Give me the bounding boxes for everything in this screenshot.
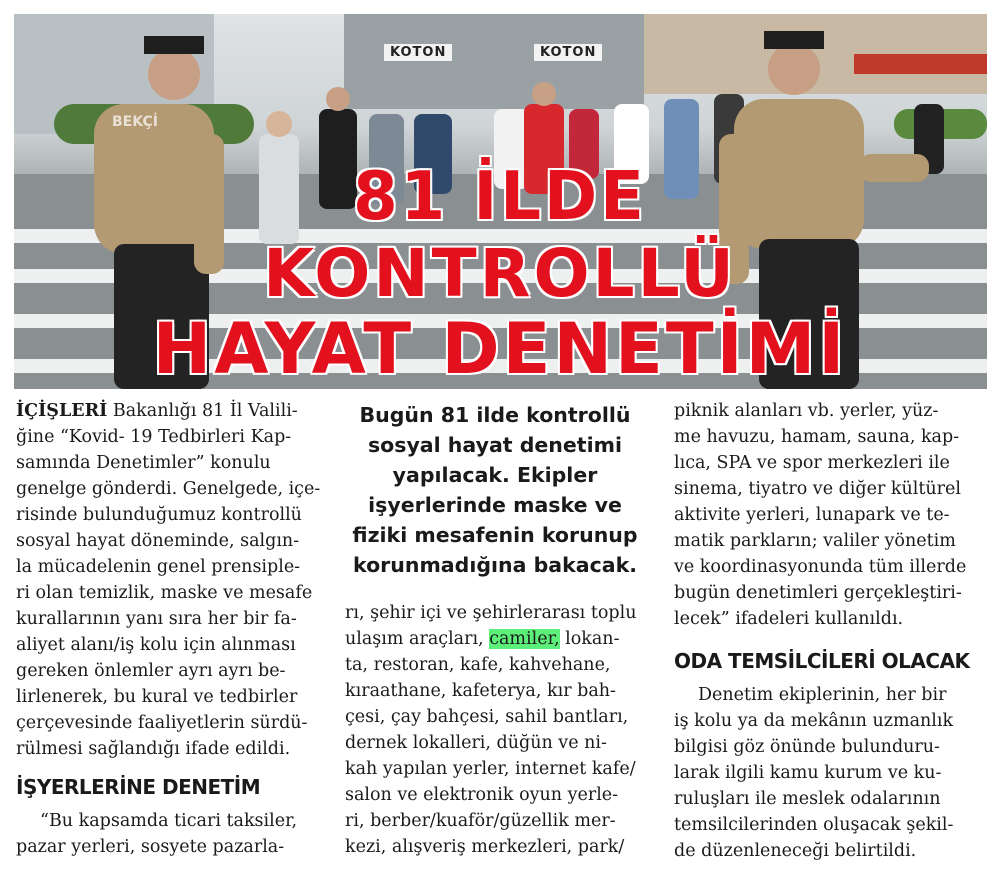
text-line: Bakanlığı 81 İl Valili-	[107, 401, 298, 421]
text-line: larak ilgili kamu kurum ve ku-	[674, 763, 942, 783]
text-line: salon ve elektronik oyun yerle-	[345, 785, 619, 805]
deck-line: fiziki mesafenin korunup	[352, 523, 638, 547]
text-line: bugün denetimleri gerçekleştiri-	[674, 583, 962, 603]
text-line: “Bu kapsamda ticari taksiler,	[40, 811, 298, 831]
paragraph-venues-cont	[674, 398, 984, 632]
text-line: genelge gönderdi. Genelgede, içe-	[16, 479, 321, 499]
text-line: kezi, alışveriş merkezleri, park/	[345, 837, 625, 857]
paragraph-quote	[16, 808, 306, 860]
subheading-chambers: ODA TEMSİLCİLERİ OLACAK	[674, 649, 970, 673]
text-line: ri olan temizlik, maske ve mesafe	[16, 583, 313, 603]
text-line: kıraathane, kafeterya, kır bah-	[345, 681, 616, 701]
text-line: ri, berber/kuaför/güzellik mer-	[345, 811, 616, 831]
text-line: ta, restoran, kafe, kahvehane,	[345, 655, 611, 675]
text-line: la mücadelenin genel prensiple-	[16, 557, 301, 577]
text-line: lirlenerek, bu kural ve tedbirler	[16, 687, 298, 707]
subheading-workplaces: İŞYERLERİNE DENETİM	[16, 775, 261, 799]
text-line: dernek lokalleri, düğün ve ni-	[345, 733, 607, 753]
text-line: de düzenleneceği belirtildi.	[674, 841, 917, 861]
text-line: kurallarının yanı sıra her bir fa-	[16, 609, 297, 629]
text-line: me havuzu, hamam, sauna, kap-	[674, 427, 960, 447]
headline-line-3: HAYAT DENETİMİ	[152, 308, 848, 390]
store-sign-2: KOTON	[534, 44, 602, 61]
text-line: pazar yerleri, sosyete pazarla-	[16, 837, 285, 857]
text-line: ve koordinasyonunda tüm illerde	[674, 557, 967, 577]
text-line: ulaşım araçları,	[345, 629, 490, 649]
text-line: sinema, tiyatro ve diğer kültürel	[674, 479, 961, 499]
paragraph-venues	[345, 600, 645, 860]
deck-line: korunmadığına bakacak.	[352, 553, 637, 577]
text-line: iş kolu ya da mekânın uzmanlık	[674, 711, 954, 731]
deck-line: işyerlerinde maske ve	[368, 493, 622, 517]
text-line: matik parkların; valiler yönetim	[674, 531, 956, 551]
text-line: sosyal hayat döneminde, salgın-	[16, 531, 300, 551]
text-line: gereken önlemler ayrı ayrı be-	[16, 661, 286, 681]
highlighted-word: camiler,	[489, 629, 560, 649]
text-line: ğine “Kovid- 19 Tedbirleri Kap-	[16, 427, 292, 447]
text-line: risinde bulunduğumuz kontrollü	[16, 505, 302, 525]
store-sign-1: KOTON	[384, 44, 452, 61]
headline-line-2: KONTROLLÜ	[263, 235, 737, 312]
text-line: rı, şehir içi ve şehirlerarası toplu	[345, 603, 637, 623]
text-line: aliyet alanı/iş kolu için alınması	[16, 635, 296, 655]
deck-line: sosyal hayat denetimi	[367, 433, 623, 457]
vest-text: BEKÇİ	[112, 114, 158, 130]
text-line: ruluşları ile meslek odalarının	[674, 789, 941, 809]
deck-line: yapılacak. Ekipler	[392, 463, 598, 487]
text-line: lıca, SPA ve spor merkezleri ile	[674, 453, 950, 473]
text-line: aktivite yerleri, lunapark ve te-	[674, 505, 950, 525]
lead-word: İÇİŞLERİ	[16, 401, 108, 421]
article-column-1	[16, 398, 321, 860]
text-line: Denetim ekiplerinin, her bir	[698, 685, 947, 705]
text-line: bilgisi göz önünde bulunduru-	[674, 737, 940, 757]
text-line: çesi, çay bahçesi, sahil bantları,	[345, 707, 629, 727]
text-line: lecek” ifadeleri kullanıldı.	[674, 609, 904, 629]
text-line: samında Denetimler” konulu	[16, 453, 271, 473]
article-column-2	[345, 400, 645, 860]
text-line: çerçevesinde faaliyetlerin sürdü-	[16, 713, 308, 733]
paragraph-intro	[16, 398, 321, 762]
text-line: rülmesi sağlandığı ifade edildi.	[16, 739, 291, 759]
deck-summary	[345, 400, 645, 580]
text-line: temsilcilerinden oluşacak şekil-	[674, 815, 954, 835]
text-line: lokan-	[559, 629, 620, 649]
paragraph-chambers	[674, 682, 984, 864]
headline-line-1: 81 İLDE	[353, 158, 647, 236]
text-line: piknik alanları vb. yerler, yüz-	[674, 401, 939, 421]
text-line: kah yapılan yerler, internet kafe/	[345, 759, 636, 779]
deck-line: Bugün 81 ilde kontrollü	[359, 403, 631, 427]
article-column-3	[674, 398, 984, 864]
